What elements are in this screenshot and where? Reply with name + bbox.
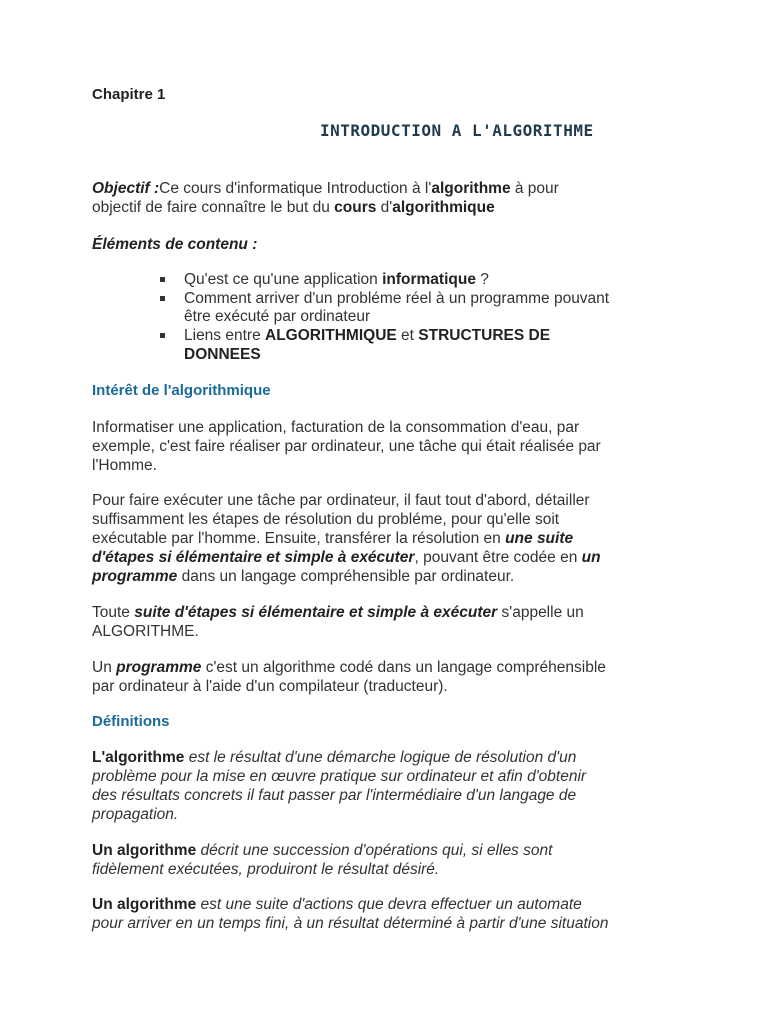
paragraph-2-line: programme dans un langage compréhensible par ordinateur. bbox=[92, 568, 515, 585]
objectif-line-1: Objectif :Ce cours d'informatique Introduction à l'algorithme à pour bbox=[92, 180, 559, 197]
definition-3-line: Un algorithme est une suite d'actions que devra effectuer un automate bbox=[92, 896, 582, 913]
definition-2-line: Un algorithme décrit une succession d'opérations qui, si elles sont bbox=[92, 842, 553, 859]
bullet-item-1: Qu'est ce qu'une application informatique ? bbox=[184, 271, 489, 288]
objectif-line-2: objectif de faire connaître le but du cours d'algorithmique bbox=[92, 199, 495, 216]
definition-1-line: propagation. bbox=[92, 806, 179, 823]
section-heading-definitions: Définitions bbox=[92, 713, 170, 730]
section-heading-interet: Intérêt de l'algorithmique bbox=[92, 382, 271, 399]
paragraph-2-line: d'étapes si élémentaire et simple à exécuter, pouvant être codée en un bbox=[92, 549, 601, 566]
objectif-label: Objectif : bbox=[92, 180, 160, 197]
paragraph-2-line: exécutable par l'homme. Ensuite, transférer la résolution en une suite bbox=[92, 530, 574, 547]
bullet-icon bbox=[160, 296, 165, 301]
elements-heading: Éléments de contenu : bbox=[92, 236, 258, 253]
bullet-item-2-cont: être exécuté par ordinateur bbox=[184, 308, 371, 325]
paragraph-1-line: l'Homme. bbox=[92, 457, 157, 474]
paragraph-1-line: Informatiser une application, facturation de la consommation d'eau, par bbox=[92, 419, 580, 436]
definition-1-line: problème pour la mise en œuvre pratique sur ordinateur et afin d'obtenir bbox=[92, 768, 587, 785]
paragraph-4-line: par ordinateur à l'aide d'un compilateur (traducteur). bbox=[92, 678, 448, 695]
paragraph-2-line: Pour faire exécuter une tâche par ordinateur, il faut tout d'abord, détailler bbox=[92, 492, 590, 509]
bullet-item-2: Comment arriver d'un probléme réel à un programme pouvant bbox=[184, 290, 610, 307]
paragraph-3-line: ALGORITHME. bbox=[92, 623, 199, 640]
paragraph-4-line: Un programme c'est un algorithme codé dans un langage compréhensible bbox=[92, 659, 606, 676]
paragraph-1-line: exemple, c'est faire réaliser par ordinateur, une tâche qui était réalisée par bbox=[92, 438, 601, 455]
bullet-item-3-cont: DONNEES bbox=[184, 346, 261, 363]
page-title: INTRODUCTION A L'ALGORITHME bbox=[320, 121, 594, 140]
definition-1-line: des résultats concrets il faut passer par l'intermédiaire d'un langage de bbox=[92, 787, 577, 804]
bullet-item-3: Liens entre ALGORITHMIQUE et STRUCTURES DE bbox=[184, 327, 551, 344]
bullet-icon bbox=[160, 333, 165, 338]
bullet-icon bbox=[160, 277, 165, 282]
definition-1-line: L'algorithme est le résultat d'une démarche logique de résolution d'un bbox=[92, 749, 577, 766]
definition-2-line: fidèlement exécutées, produiront le résultat désiré. bbox=[92, 861, 440, 878]
paragraph-3-line: Toute suite d'étapes si élémentaire et simple à exécuter s'appelle un bbox=[92, 604, 584, 621]
paragraph-2-line: suffisamment les étapes de résolution du probléme, pour qu'elle soit bbox=[92, 511, 560, 528]
definition-3-line: pour arriver en un temps fini, à un résultat déterminé à partir d'une situation bbox=[92, 915, 609, 932]
chapter-label: Chapitre 1 bbox=[92, 86, 166, 103]
